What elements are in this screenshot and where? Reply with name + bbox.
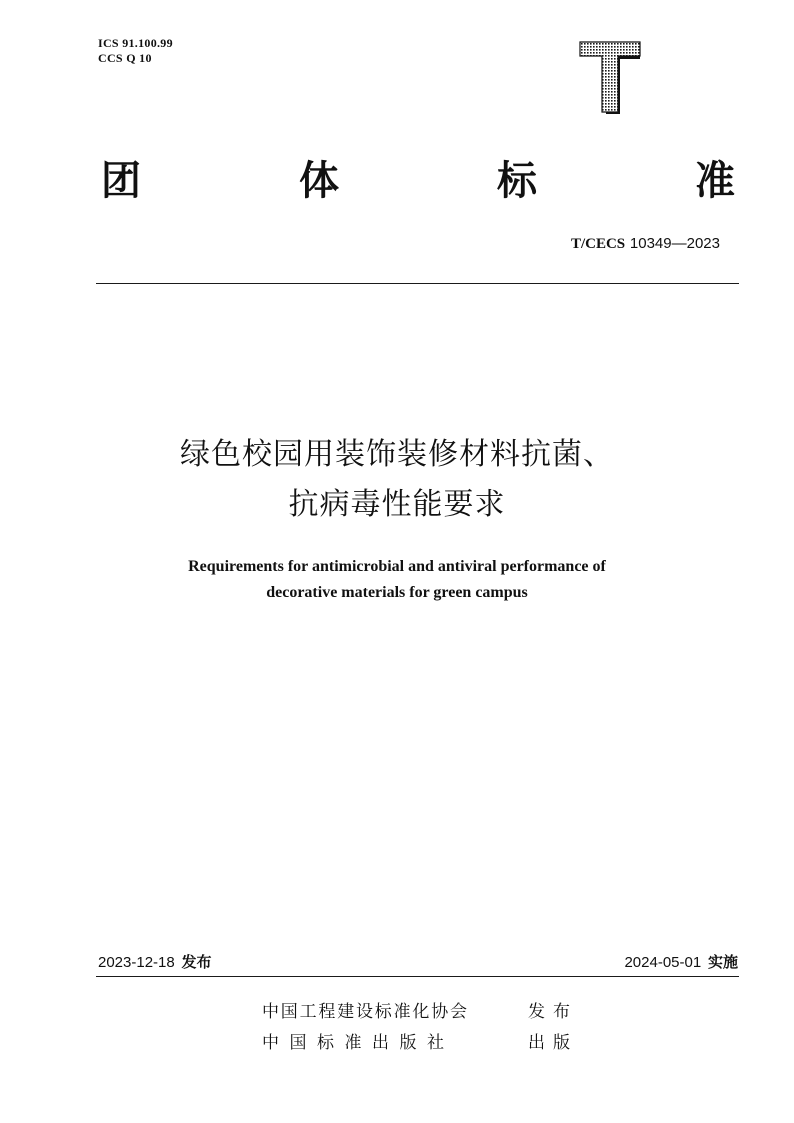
issue-date-label: 发布 (181, 953, 212, 971)
standard-type-heading (98, 158, 738, 204)
english-title (0, 554, 794, 606)
publisher-row (262, 1001, 592, 1023)
standard-code (571, 234, 720, 253)
standard-type-char: 标 (497, 158, 537, 204)
standard-code-prefix: T/CECS (570, 236, 626, 252)
standard-type-char: 体 (299, 158, 339, 204)
implementation-date-label: 实施 (707, 953, 738, 971)
standard-type-char: 准 (695, 158, 735, 204)
chinese-title-line-2: 抗病毒性能要求 (288, 487, 506, 522)
publisher-role: 出版 (528, 1033, 578, 1053)
bottom-divider (96, 976, 739, 977)
standard-type-t-logo (578, 40, 642, 114)
english-title-line-1: Requirements for antimicrobial and antiviral performance of (188, 558, 606, 575)
standard-code-number: 10349—2023 (629, 235, 720, 252)
chinese-title (0, 430, 794, 530)
publisher-org: 中国工程建设标准化协会 (262, 1002, 469, 1022)
implementation-date-value: 2024-05-01 (624, 954, 702, 971)
publisher-row (262, 1032, 592, 1054)
top-divider (96, 283, 739, 284)
ics-code: ICS 91.100.99 (98, 36, 173, 50)
implementation-date (624, 951, 738, 972)
issue-date-value: 2023-12-18 (98, 954, 175, 971)
standard-type-char: 团 (101, 158, 141, 204)
classification-codes (98, 36, 173, 66)
issue-date (98, 951, 212, 972)
publisher-org: 中国标准出版社 (262, 1033, 455, 1053)
publisher-role: 发布 (528, 1002, 578, 1022)
english-title-line-2: decorative materials for green campus (266, 584, 528, 601)
ccs-code: CCS Q 10 (98, 51, 152, 65)
chinese-title-line-1: 绿色校园用装饰装修材料抗菌、 (180, 437, 614, 472)
